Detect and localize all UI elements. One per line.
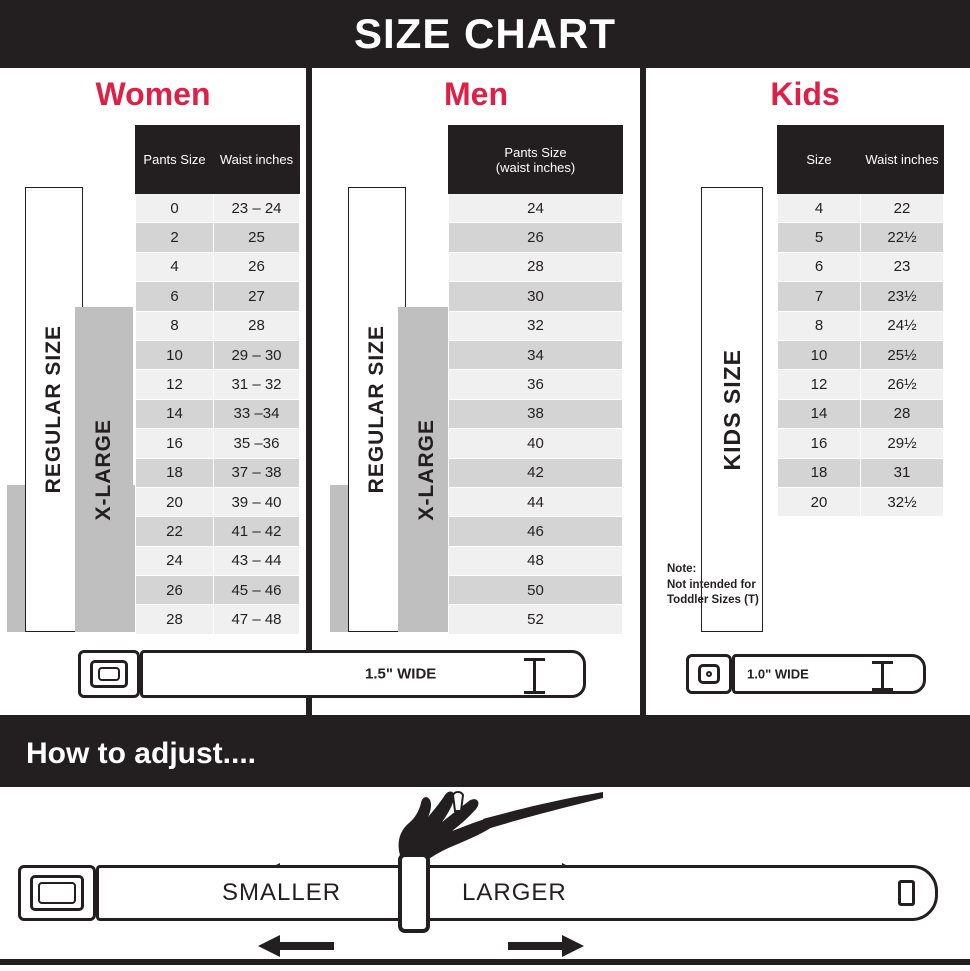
table-row bbox=[778, 194, 944, 223]
women-belt-row bbox=[0, 632, 437, 724]
howto-heading-bar bbox=[0, 721, 970, 787]
belt-end-hole-icon bbox=[898, 880, 915, 906]
table-cell: 18 bbox=[136, 458, 214, 487]
table-cell: 4 bbox=[136, 252, 214, 281]
belt-buckle-icon bbox=[18, 865, 96, 921]
table-row bbox=[449, 487, 623, 516]
table-cell: 12 bbox=[778, 370, 861, 399]
men-title: Men bbox=[444, 76, 508, 112]
table-cell: 12 bbox=[136, 370, 214, 399]
table-row bbox=[449, 194, 623, 223]
table-cell: 8 bbox=[778, 311, 861, 340]
table-cell: 23½ bbox=[861, 282, 944, 311]
table-cell: 6 bbox=[778, 252, 861, 281]
table-row bbox=[136, 487, 300, 516]
table-row bbox=[449, 605, 623, 634]
belt-strap bbox=[732, 654, 926, 694]
table-row bbox=[778, 282, 944, 311]
table-row bbox=[449, 282, 623, 311]
table-cell: 46 bbox=[449, 517, 623, 546]
table-cell: 28 bbox=[214, 311, 300, 340]
table-row bbox=[136, 605, 300, 634]
table-cell: 22 bbox=[861, 194, 944, 223]
women-size-table bbox=[135, 125, 300, 635]
table-row bbox=[136, 576, 300, 605]
table-cell: 18 bbox=[778, 458, 861, 487]
width-marker-cap-bottom bbox=[872, 688, 893, 691]
table-cell: 28 bbox=[136, 605, 214, 634]
table-row bbox=[778, 458, 944, 487]
table-cell: 26½ bbox=[861, 370, 944, 399]
table-cell: 47 – 48 bbox=[214, 605, 300, 634]
table-row bbox=[449, 340, 623, 369]
table-row bbox=[136, 370, 300, 399]
table-cell: 14 bbox=[136, 399, 214, 428]
smaller-label: SMALLER bbox=[222, 879, 342, 906]
kids-column bbox=[646, 68, 964, 715]
table-cell: 30 bbox=[449, 282, 623, 311]
table-row bbox=[449, 546, 623, 575]
men-column bbox=[312, 68, 646, 715]
table-cell: 6 bbox=[136, 282, 214, 311]
table-cell: 28 bbox=[449, 252, 623, 281]
table-row bbox=[449, 458, 623, 487]
table-row bbox=[778, 370, 944, 399]
table-cell: 31 – 32 bbox=[214, 370, 300, 399]
table-cell: 42 bbox=[449, 458, 623, 487]
table-row bbox=[136, 399, 300, 428]
table-row bbox=[136, 429, 300, 458]
table-row bbox=[449, 517, 623, 546]
men-size-table bbox=[448, 125, 623, 635]
table-cell: 26 bbox=[214, 252, 300, 281]
table-row bbox=[136, 546, 300, 575]
table-cell: 29 – 30 bbox=[214, 340, 300, 369]
kids-belt-diagram bbox=[686, 654, 926, 694]
women-table-body bbox=[136, 194, 300, 635]
table-cell: 10 bbox=[778, 340, 861, 369]
men-xlarge-label: X-LARGE bbox=[398, 307, 456, 632]
kids-size-label: KIDS SIZE bbox=[701, 187, 763, 632]
howto-illustration bbox=[0, 787, 970, 965]
belt-buckle-icon bbox=[78, 650, 140, 698]
table-row bbox=[778, 429, 944, 458]
table-row bbox=[136, 282, 300, 311]
table-cell: 31 bbox=[861, 458, 944, 487]
table-row bbox=[449, 576, 623, 605]
table-cell: 40 bbox=[449, 429, 623, 458]
table-row bbox=[449, 370, 623, 399]
page-title-bar bbox=[0, 0, 970, 68]
table-cell: 52 bbox=[449, 605, 623, 634]
men-table-body bbox=[449, 194, 623, 635]
arrow-right-bottom-icon bbox=[508, 935, 584, 957]
belt-slider-handle[interactable] bbox=[398, 853, 430, 933]
men-table-block bbox=[330, 125, 622, 632]
belt-buckle-icon bbox=[686, 654, 732, 694]
table-row bbox=[136, 223, 300, 252]
kids-size-table bbox=[777, 125, 944, 517]
kids-col-size: Size bbox=[778, 126, 861, 194]
larger-label: LARGER bbox=[462, 879, 567, 906]
table-cell: 36 bbox=[449, 370, 623, 399]
table-cell: 25½ bbox=[861, 340, 944, 369]
table-cell: 44 bbox=[449, 487, 623, 516]
kids-title: Kids bbox=[770, 76, 840, 112]
table-cell: 16 bbox=[136, 429, 214, 458]
table-cell: 20 bbox=[778, 487, 861, 516]
table-cell: 39 – 40 bbox=[214, 487, 300, 516]
table-cell: 24½ bbox=[861, 311, 944, 340]
size-tables-area bbox=[0, 68, 970, 721]
women-column bbox=[0, 68, 437, 715]
table-cell: 48 bbox=[449, 546, 623, 575]
women-title: Women bbox=[95, 76, 211, 112]
table-cell: 23 – 24 bbox=[214, 194, 300, 223]
table-cell: 37 – 38 bbox=[214, 458, 300, 487]
table-header-row bbox=[449, 126, 623, 194]
table-cell: 22½ bbox=[861, 223, 944, 252]
women-col-pants-size: Pants Size bbox=[136, 126, 214, 194]
kids-belt-width-label: 1.0" WIDE bbox=[747, 666, 809, 682]
table-cell: 34 bbox=[449, 340, 623, 369]
table-row bbox=[136, 458, 300, 487]
table-cell: 25 bbox=[214, 223, 300, 252]
table-row bbox=[136, 252, 300, 281]
kids-belt-row bbox=[646, 632, 964, 724]
table-cell: 10 bbox=[136, 340, 214, 369]
table-row bbox=[136, 517, 300, 546]
table-cell: 7 bbox=[778, 282, 861, 311]
women-col-waist-inches: Waist inches bbox=[214, 126, 300, 194]
table-header-row bbox=[136, 126, 300, 194]
table-cell: 23 bbox=[861, 252, 944, 281]
kids-note: Note: Not intended for Toddler Sizes (T) bbox=[667, 563, 759, 607]
table-cell: 8 bbox=[136, 311, 214, 340]
kids-table-body bbox=[778, 194, 944, 517]
women-table-block bbox=[7, 125, 299, 632]
table-cell: 41 – 42 bbox=[214, 517, 300, 546]
table-row bbox=[449, 252, 623, 281]
table-row bbox=[449, 399, 623, 428]
men-col-pants-size: Pants Size (waist inches) bbox=[449, 126, 623, 194]
table-cell: 24 bbox=[449, 194, 623, 223]
table-cell: 16 bbox=[778, 429, 861, 458]
table-cell: 33 –34 bbox=[214, 399, 300, 428]
men-regular-size-label: REGULAR SIZE bbox=[348, 187, 406, 632]
page-title: SIZE CHART bbox=[354, 10, 616, 57]
table-cell: 50 bbox=[449, 576, 623, 605]
women-xlarge-label: X-LARGE bbox=[75, 307, 133, 632]
table-cell: 32½ bbox=[861, 487, 944, 516]
kids-table-block bbox=[667, 125, 943, 632]
table-cell: 2 bbox=[136, 223, 214, 252]
table-cell: 14 bbox=[778, 399, 861, 428]
table-cell: 45 – 46 bbox=[214, 576, 300, 605]
kids-col-waist-inches: Waist inches bbox=[861, 126, 944, 194]
table-cell: 35 –36 bbox=[214, 429, 300, 458]
table-row bbox=[778, 252, 944, 281]
table-row bbox=[778, 340, 944, 369]
table-cell: 4 bbox=[778, 194, 861, 223]
table-row bbox=[449, 311, 623, 340]
adult-belt-width-label: 1.5" WIDE bbox=[365, 665, 437, 683]
table-cell: 27 bbox=[214, 282, 300, 311]
arrow-left-bottom-icon bbox=[258, 935, 334, 957]
table-row bbox=[778, 311, 944, 340]
table-row bbox=[778, 223, 944, 252]
table-row bbox=[778, 399, 944, 428]
table-cell: 20 bbox=[136, 487, 214, 516]
table-cell: 5 bbox=[778, 223, 861, 252]
table-cell: 22 bbox=[136, 517, 214, 546]
table-row bbox=[136, 340, 300, 369]
table-cell: 26 bbox=[449, 223, 623, 252]
table-row bbox=[136, 311, 300, 340]
table-cell: 38 bbox=[449, 399, 623, 428]
table-cell: 26 bbox=[136, 576, 214, 605]
table-cell: 0 bbox=[136, 194, 214, 223]
table-cell: 28 bbox=[861, 399, 944, 428]
table-cell: 29½ bbox=[861, 429, 944, 458]
width-marker-cap-top bbox=[872, 661, 893, 664]
table-row bbox=[778, 487, 944, 516]
table-cell: 43 – 44 bbox=[214, 546, 300, 575]
table-row bbox=[449, 429, 623, 458]
howto-heading: How to adjust.... bbox=[26, 737, 256, 770]
table-row bbox=[136, 194, 300, 223]
women-regular-size-label: REGULAR SIZE bbox=[25, 187, 83, 632]
table-row bbox=[449, 223, 623, 252]
table-header-row bbox=[778, 126, 944, 194]
table-cell: 24 bbox=[136, 546, 214, 575]
width-marker-line bbox=[881, 662, 884, 690]
table-cell: 32 bbox=[449, 311, 623, 340]
